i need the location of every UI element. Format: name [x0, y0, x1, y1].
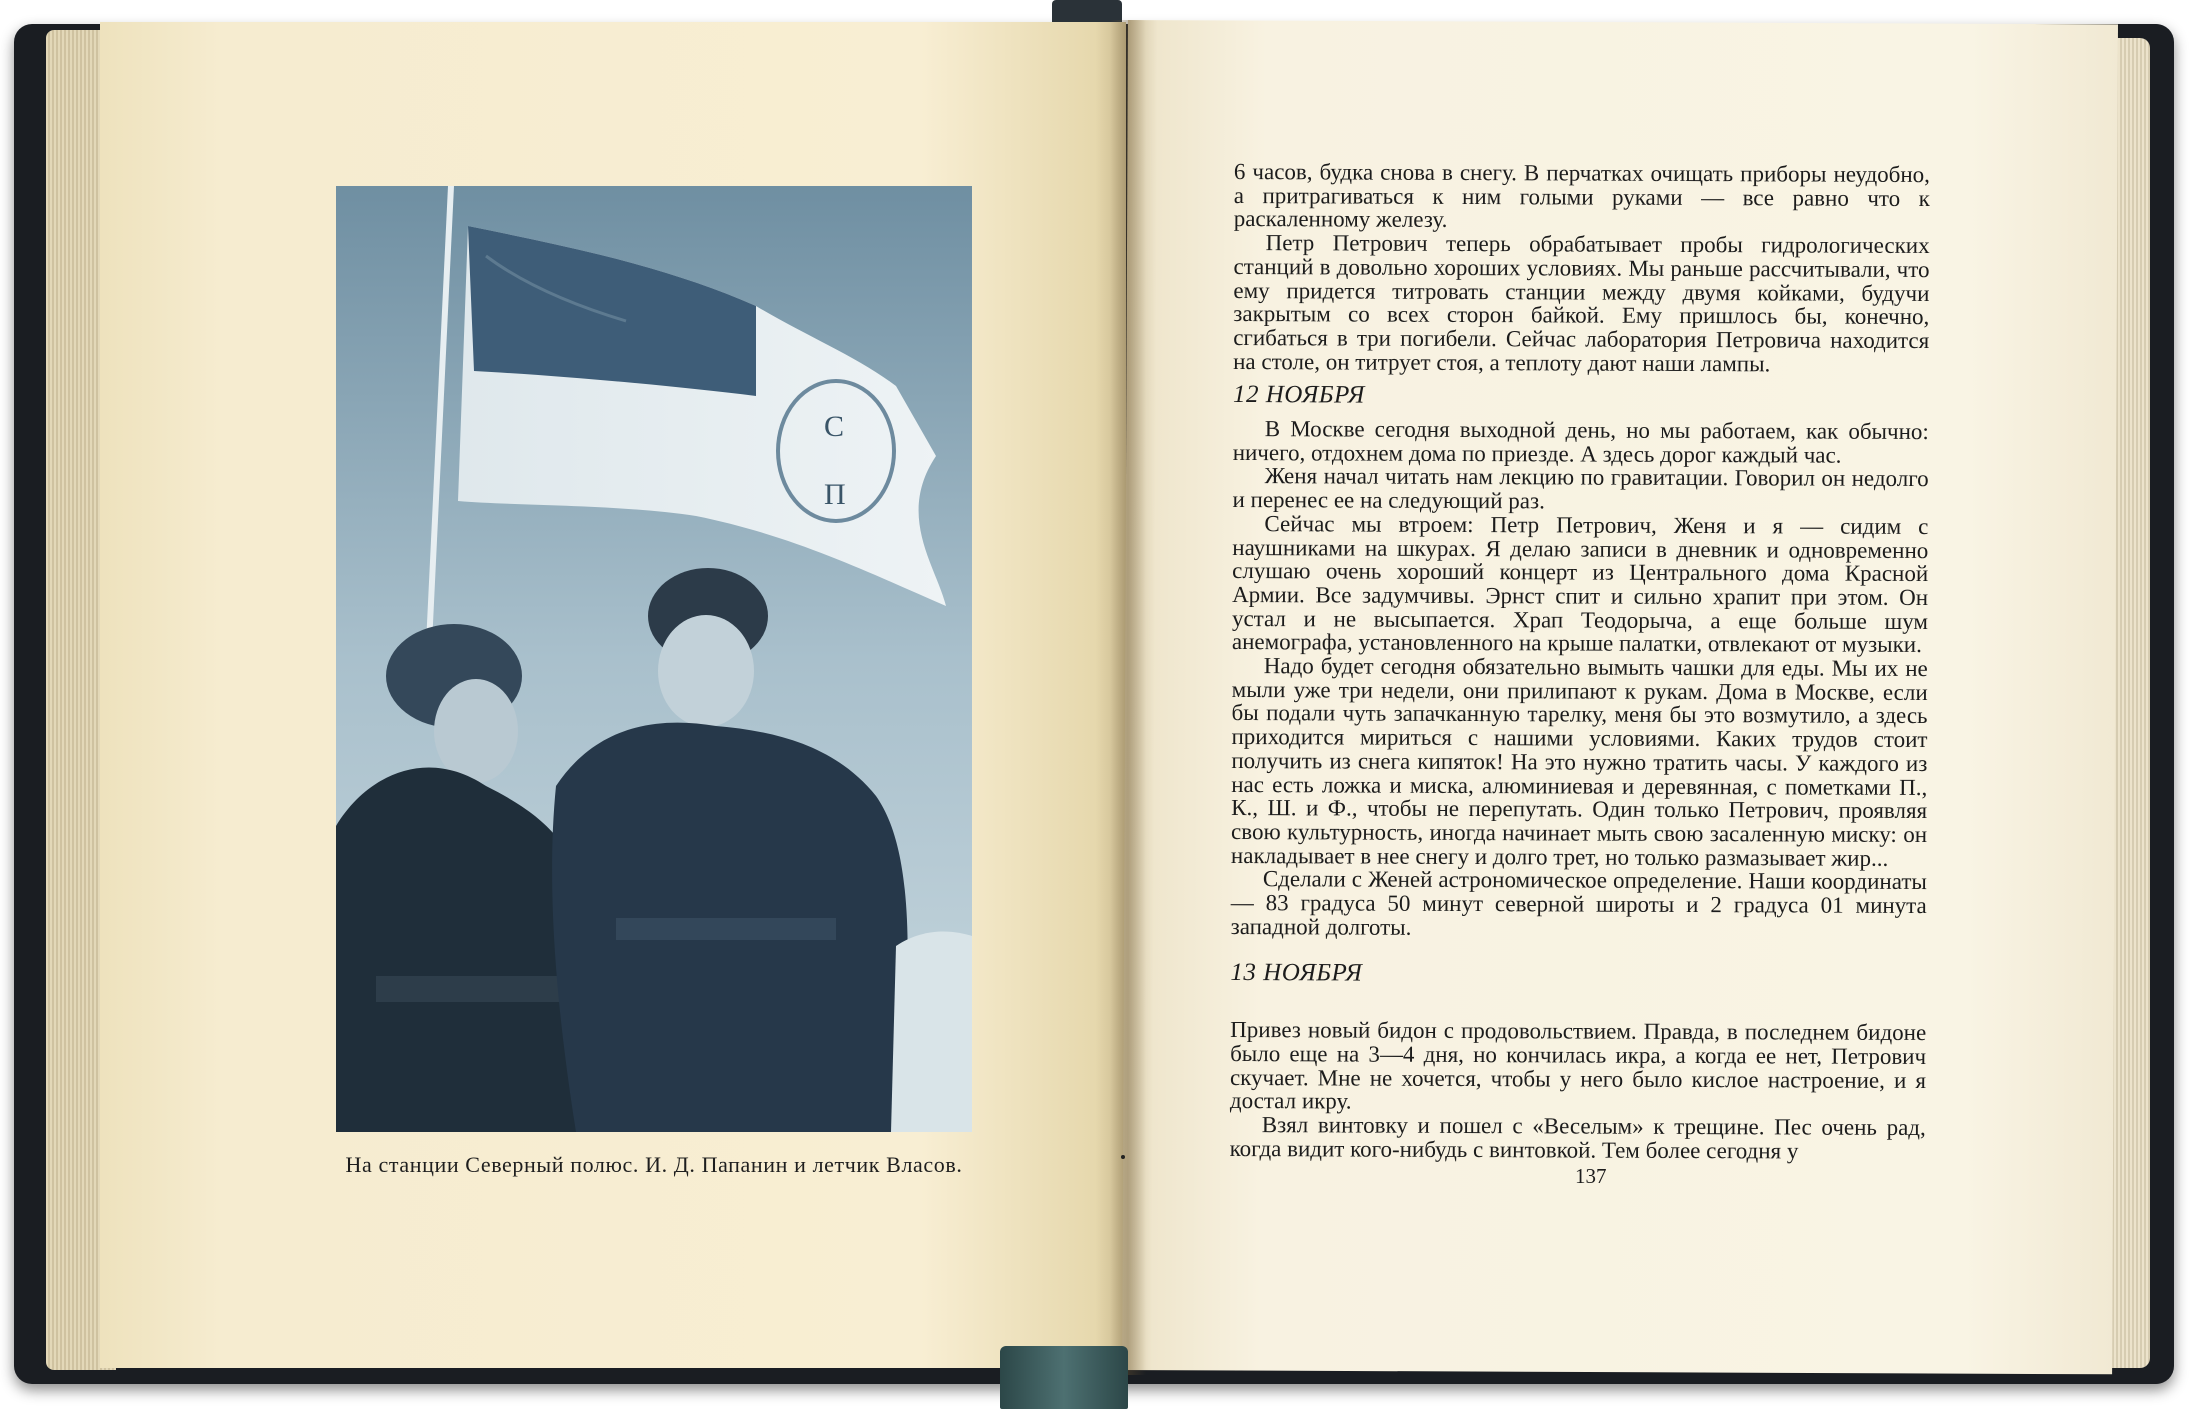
papanin-belt [616, 918, 836, 940]
paragraph: В Москве сегодня выходной день, но мы работаем, как обычно: ничего, отдохнем дома по приезде. А здесь дорог каждый час. [1232, 416, 1929, 468]
section-heading-nov-13: 13 НОЯБРЯ [1230, 958, 1363, 987]
page-number: 137 [1575, 1164, 1607, 1188]
bookmark-ribbon-bottom [1000, 1346, 1128, 1409]
book-gutter [1110, 20, 1146, 1375]
flag-letter-s: С [824, 410, 845, 443]
paragraph: Надо будет сегодня обязательно вымыть чашки для еды. Мы их не мыли уже три недели, они прилипают к рукам. Дома в Москве, если бы подали чуть запачканную тарелку, меня бы это возмутило, а здесь приходится мириться с нашими условиями. Каких трудов стоит получить из снега кипяток! На это нужно тратить часы. У каждого из нас есть ложка и миска, алюминиевая и деревянная, с пометками П., К., Ш. и Ф., чтобы не перепутать. Один только Петрович, проявляя свою культурность, иногда начинает мыть свою засаленную миску: он накладывает в нее снегу и долго трет, но только размазывает жир... [1230, 653, 1928, 871]
paragraph: Женя начал читать нам лекцию по гравитации. Говорил он недолго и перенес ее на следующий раз. [1232, 463, 1929, 514]
papanin-face [658, 615, 754, 727]
photo-illustration [336, 186, 972, 1132]
paragraph: Привез новый бидон с продовольствием. Правда, в последнем бидоне было еще на 3—4 дня, но кончилась икра, а когда ее нет, Петрович скучает. Мне не хочется, чтобы у него было кислое настроение, и я достал икру. [1229, 1017, 1927, 1114]
gutter-dot [1121, 1155, 1125, 1159]
paragraph-intro-2: Петр Петрович теперь обрабатывает пробы гидрологических станций в довольно хороших условиях. Мы раньше рассчитывали, что ему придется титровать станции между двумя койками, будучи закрытым со всех сторон байкой. Ему пришлось бы, конечно, сгибаться в три погибели. Сейчас лаборатория Петровича находится на столе, он титрует стоя, а теплоту дают наши лампы. [1233, 230, 1930, 376]
paragraph: Сейчас мы втроем: Петр Петрович, Женя и я — сидим с наушниками на шкурах. Я делаю записи в дневник и одновременно слушаю очень хороший концерт из Центрального дома Красной Армии. Все задумчивы. Эрнст спит и сильно храпит при этом. Он устал и не высыпается. Храп Теодорыча, а еще больше шум анемографа, установленного на крыше палатки, отвлекают от музыки. [1231, 510, 1929, 658]
vlasov-belt [376, 976, 576, 1002]
flag-letter-p: П [824, 478, 846, 511]
vlasov-face [434, 679, 518, 783]
paragraph-intro-1: 6 часов, будка снова в снегу. В перчатках очищать приборы неудобно, а притрагиваться к ним голыми руками — все равно что к раскаленному железу. [1233, 159, 1930, 233]
paragraph: Взял винтовку и пошел с «Веселым» к трещине. Пес очень рад, когда видит кого-нибудь с винтовкой. Тем более сегодня у [1229, 1112, 1926, 1164]
section-heading-nov-12: 12 НОЯБРЯ [1232, 381, 1365, 409]
paragraph: Сделали с Женей астрономическое определение. Наши координаты — 83 градуса 50 минут северной широты и 2 градуса 01 минута западной долготы. [1230, 866, 1927, 940]
snow-ground [891, 932, 972, 1132]
photo-caption: На станции Северный полюс. И. Д. Папанин и летчик Власов. [345, 1152, 963, 1177]
right-page-text [1230, 160, 1930, 1163]
photo-papanin-vlasov [336, 186, 972, 1132]
